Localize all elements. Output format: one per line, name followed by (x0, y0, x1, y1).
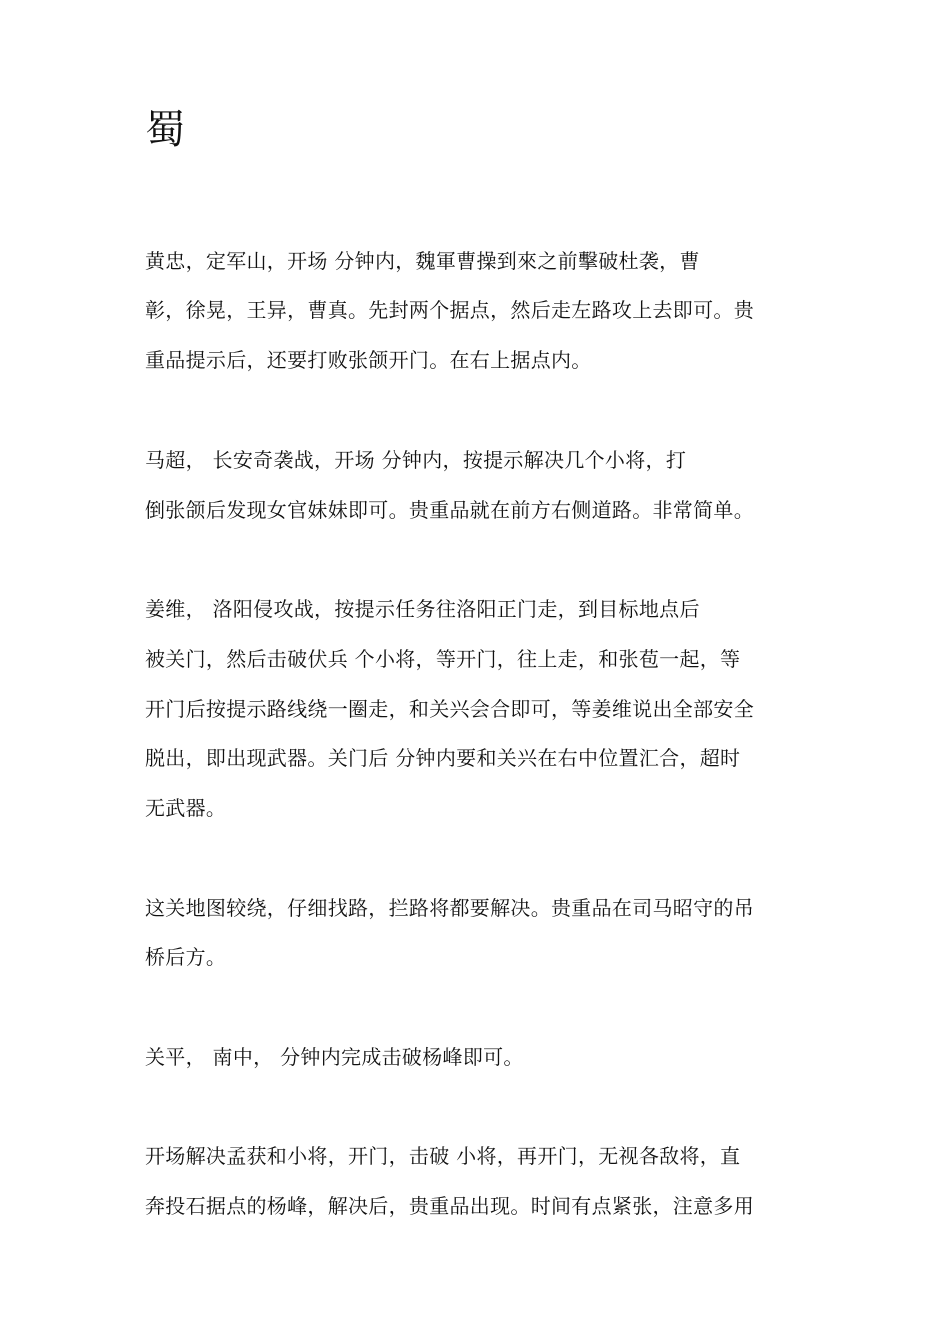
text-line: 重品提示后，还要打败张颌开门。在右上据点内。 (145, 348, 592, 372)
text-line: 被关门，然后击破伏兵 个小将，等开门，往上走，和张苞一起，等 (145, 647, 741, 671)
text-line: 开场解决孟获和小将，开门，击破 小将，再开门，无视各敌将，直 (145, 1144, 741, 1168)
text-line: 姜维， 洛阳侵攻战，按提示任务往洛阳正门走，到目标地点后 (145, 597, 700, 621)
text-line: 开门后按提示路线绕一圈走，和关兴会合即可，等姜维说出全部安全 (145, 697, 754, 721)
text-line: 彰，徐晃，王异，曹真。先封两个据点，然后走左路攻上去即可。贵 (145, 298, 754, 322)
text-line: 关平， 南中， 分钟内完成击破杨峰即可。 (145, 1045, 524, 1069)
document-title: 蜀 (145, 107, 185, 153)
text-line: 脱出，即出现武器。关门后 分钟内要和关兴在右中位置汇合，超时 (145, 746, 741, 770)
text-line: 马超， 长安奇袭战，开场 分钟内，按提示解决几个小将，打 (145, 448, 687, 472)
text-line: 黄忠，定军山，开场 分钟内，魏軍曹操到來之前擊破杜袭，曹 (145, 249, 700, 273)
text-line: 这关地图较绕，仔细找路，拦路将都要解决。贵重品在司马昭守的吊 (145, 896, 754, 920)
text-line: 桥后方。 (145, 945, 227, 969)
text-line: 奔投石据点的杨峰，解决后，贵重品出现。时间有点紧张，注意多用 (145, 1194, 754, 1218)
text-line: 无武器。 (145, 796, 227, 820)
text-line: 倒张颌后发现女官妹妹即可。贵重品就在前方右侧道路。非常简单。 (145, 498, 754, 522)
